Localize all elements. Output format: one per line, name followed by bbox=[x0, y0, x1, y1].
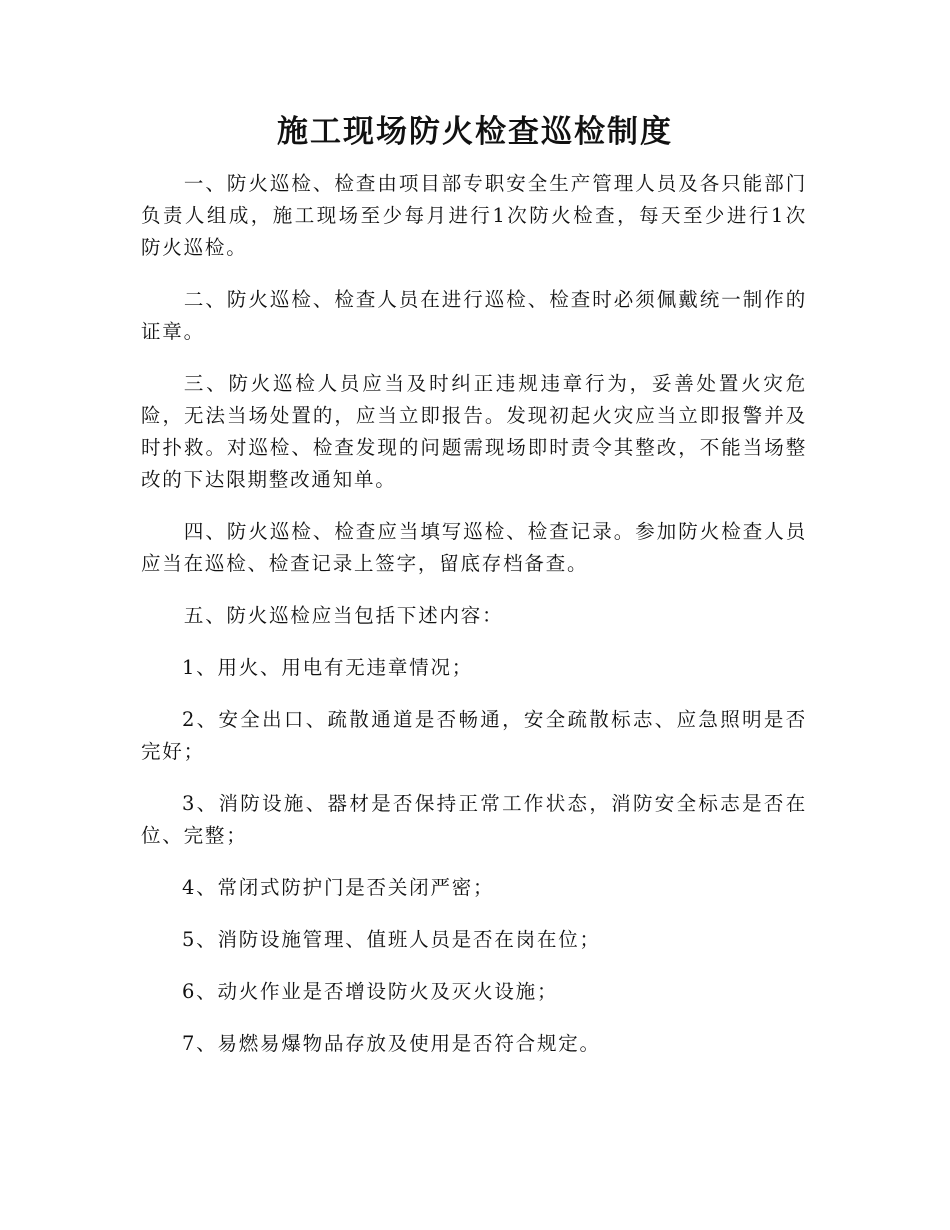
list-item-4: 4、常闭式防护门是否关闭严密； bbox=[181, 876, 495, 899]
list-item-3: 3、消防设施、器材是否保持正常工作状态，消防安全标志是否在位、完整； bbox=[141, 792, 807, 847]
paragraph-3: 三、防火巡检人员应当及时纠正违规违章行为，妥善处置火灾危险，无法当场处置的，应当立即报告。发现初起火灾应当立即报警并及时扑救。对巡检、检查发现的问题需现场即时责令其整改，不能当场整改的下达限期整改通知单。 bbox=[141, 372, 807, 491]
document-body bbox=[141, 168, 807, 1060]
document-title: 施工现场防火检查巡检制度 bbox=[277, 114, 673, 150]
list-item-2: 2、安全出口、疏散通道是否畅通，安全疏散标志、应急照明是否完好； bbox=[141, 708, 807, 763]
list-item-6: 6、动火作业是否增设防火及灭火设施； bbox=[181, 980, 559, 1003]
paragraph-5: 五、防火巡检应当包括下述内容： bbox=[183, 604, 504, 627]
paragraph-4: 四、防火巡检、检查应当填写巡检、检查记录。参加防火检查人员应当在巡检、检查记录上签字，留底存档备查。 bbox=[141, 520, 807, 575]
paragraph-2: 二、防火巡检、检查人员在进行巡检、检查时必须佩戴统一制作的证章。 bbox=[141, 288, 807, 343]
paragraph-1: 一、防火巡检、检查由项目部专职安全生产管理人员及各只能部门负责人组成，施工现场至少每月进行1次防火检查，每天至少进行1次防火巡检。 bbox=[141, 172, 807, 259]
list-item-1: 1、用火、用电有无违章情况； bbox=[181, 656, 474, 679]
list-item-7: 7、易燃易爆物品存放及使用是否符合规定。 bbox=[181, 1032, 601, 1055]
list-item-5: 5、消防设施管理、值班人员是否在岗在位； bbox=[181, 928, 601, 951]
